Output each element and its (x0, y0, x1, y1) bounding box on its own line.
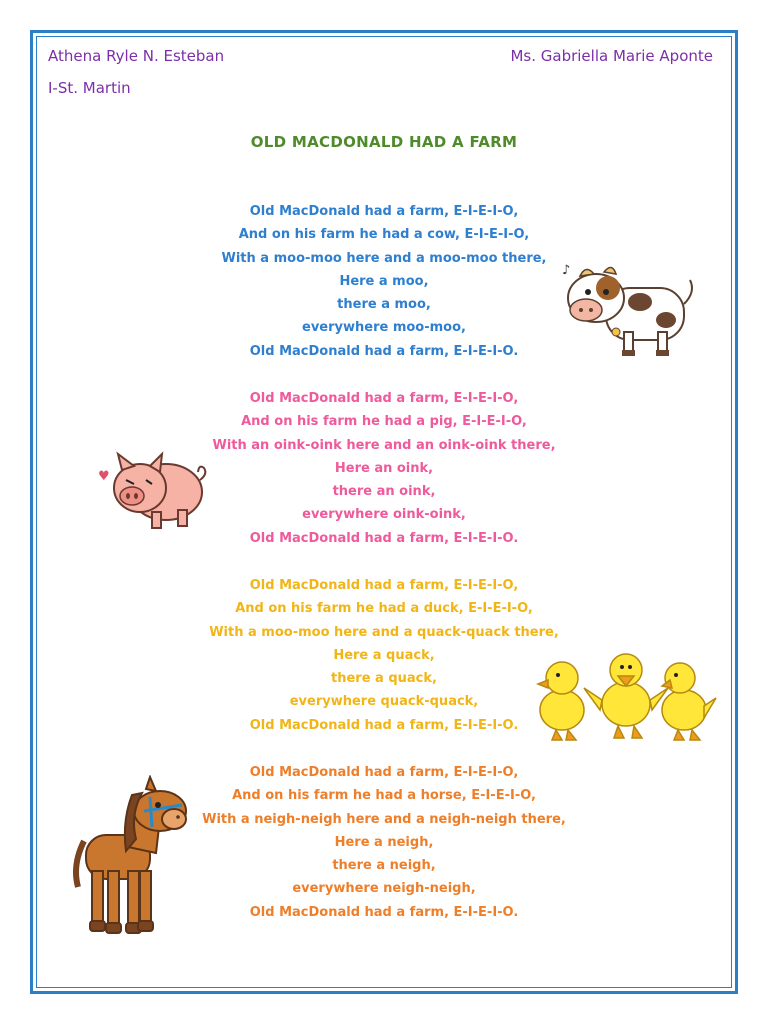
cow-icon (558, 258, 698, 368)
song-title: OLD MACDONALD HAD A FARM (250, 133, 518, 151)
verse-line: Here a moo, (339, 273, 429, 289)
verse-line: there a quack, (331, 671, 437, 687)
verse-line: there an oink, (332, 484, 436, 500)
verse-line: With an oink-oink here and an oink-oink there, (212, 437, 556, 453)
verse-line: And on his farm he had a cow, E-I-E-I-O, (238, 227, 530, 243)
verse-line: Old MacDonald had a farm, E-I-E-I-O, (249, 391, 519, 406)
section-name: I-St. Martin (48, 79, 131, 97)
verse-line: Old MacDonald had a farm, E-I-E-I-O, (249, 204, 519, 219)
verse-line: Old MacDonald had a farm, E-I-E-I-O. (249, 530, 519, 546)
verse-line: Old MacDonald had a farm, E-I-E-I-O. (249, 343, 519, 359)
svg-text:♥: ♥ (98, 469, 110, 484)
verse-line: With a moo-moo here and a moo-moo there, (221, 250, 547, 266)
verse-line: And on his farm he had a pig, E-I-E-I-O, (241, 414, 527, 430)
verse-line: there a moo, (337, 297, 431, 313)
verse-line: Old MacDonald had a farm, E-I-E-I-O, (249, 765, 519, 780)
verse-line: Old MacDonald had a farm, E-I-E-I-O. (249, 904, 519, 920)
horse-icon (70, 775, 190, 945)
student-name: Athena Ryle N. Esteban (48, 47, 225, 65)
verse-line: everywhere oink-oink, (302, 507, 466, 523)
svg-text:♪: ♪ (562, 263, 571, 278)
verse-line: Old MacDonald had a farm, E-I-E-I-O. (249, 717, 519, 733)
verse-line: everywhere quack-quack, (289, 694, 479, 710)
verse-line: everywhere moo-moo, (302, 320, 466, 336)
verse-line: Here an oink, (334, 460, 434, 476)
verse-line: And on his farm he had a horse, E-I-E-I-O, (232, 788, 536, 804)
verse-line: there a neigh, (332, 858, 436, 874)
verse-line: Old MacDonald had a farm, E-I-E-I-O, (249, 578, 519, 593)
verse-line: And on his farm he had a duck, E-I-E-I-O, (235, 601, 533, 617)
verse-line: Here a neigh, (334, 834, 434, 850)
verse-line: With a neigh-neigh here and a neigh-neigh there, (202, 811, 566, 827)
ducks-icon (534, 648, 718, 744)
verse-line: everywhere neigh-neigh, (292, 881, 476, 897)
verse-line: Here a quack, (333, 647, 435, 663)
verse-line: With a moo-moo here and a quack-quack there, (209, 624, 559, 640)
pig-icon (96, 440, 216, 535)
teacher-name: Ms. Gabriella Marie Aponte (510, 47, 713, 65)
